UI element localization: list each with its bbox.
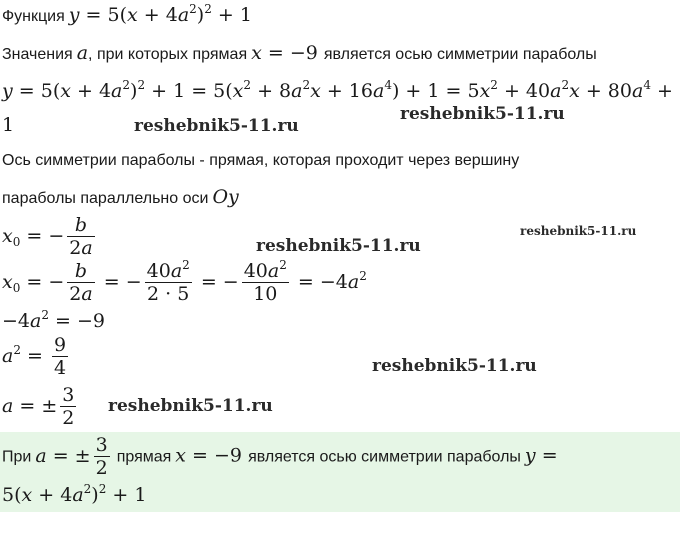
fraction-40a2-10: $\frac{40a^2}{10}$	[243, 258, 287, 305]
condition-line	[2, 42, 597, 64]
watermark: reshebnik5-11.ru	[108, 396, 273, 416]
fraction-b-2a: $\frac{b}{2a}$	[69, 214, 93, 259]
watermark: reshebnik5-11.ru	[256, 236, 421, 256]
definition-line-2	[2, 186, 239, 208]
root-line	[2, 384, 79, 429]
answer-y: y =	[524, 444, 558, 467]
fraction-40a2-2x5: $\frac{40a^2}{2 \cdot 5}$	[146, 258, 190, 305]
function-line	[2, 4, 252, 26]
equation-expr: $-4a^2 = -9$	[2, 308, 105, 332]
vertex-calculation	[2, 260, 367, 305]
expansion-tail: 1	[2, 114, 15, 136]
definition-text-1: Ось симметрии параболы - прямая, которая проходит через вершину	[2, 152, 520, 169]
definition-line-1	[2, 152, 519, 170]
answer-suffix: является осью симметрии параболы	[248, 448, 521, 466]
watermark: reshebnik5-11.ru	[520, 224, 637, 238]
fraction-3-2: $\frac{3}{2}$	[62, 384, 75, 429]
answer-a-value: a = ± $\frac{3}{2}$	[35, 434, 108, 479]
expansion-formula: $y = 5(x + 4a^2)^2 + 1 = 5(x^2 + 8a^2x + 16a^4) + 1 = 5x^2 + 40a^2x + 80a^4$ +	[2, 78, 673, 102]
answer-box	[0, 432, 680, 512]
watermark: reshebnik5-11.ru	[134, 116, 299, 136]
answer-line-eq: x = −9	[175, 444, 249, 467]
root-expr: a = ± $\frac{3}{2}$	[2, 384, 75, 429]
vertex-formula-expr: $x_0$ = − $\frac{b}{2a}$	[2, 214, 93, 259]
answer-formula: $5(x + 4a^2)^2 + 1$	[2, 482, 147, 506]
condition-text-middle: , при которых прямая	[88, 46, 248, 63]
vertex-formula	[2, 214, 98, 259]
function-formula: $y = 5(x + 4a^2)^2 + 1$	[68, 2, 252, 26]
square-line	[2, 334, 71, 379]
answer-line-2	[2, 484, 146, 506]
expansion-line-cont	[2, 114, 14, 136]
function-label: Функция	[2, 8, 65, 25]
condition-text-after: является осью симметрии параболы	[323, 46, 597, 63]
answer-line-1	[2, 434, 558, 479]
condition-var: a	[76, 42, 89, 64]
vertex-calculation-expr: $x_0$ = − $\frac{b}{2a}$ = − $\frac{40a^2}{2 \cdot 5}$ = − $\frac{40a^2}{10}$ = $-4a^2$	[2, 258, 367, 305]
watermark: reshebnik5-11.ru	[400, 104, 565, 124]
watermark: reshebnik5-11.ru	[372, 356, 537, 376]
condition-line-eq: x = −9	[251, 42, 324, 64]
fraction-3-2-answer: $\frac{3}{2}$	[95, 434, 108, 479]
fraction-9-4: $\frac{9}{4}$	[53, 334, 67, 379]
fraction-b-2a-2: $\frac{b}{2a}$	[69, 260, 93, 305]
definition-text-2: параболы параллельно оси	[2, 190, 209, 207]
axis-name: Oy	[212, 186, 239, 208]
answer-prefix: При	[2, 448, 32, 466]
square-expr: $a^2$ = $\frac{9}{4}$	[2, 334, 67, 379]
equation-line	[2, 310, 105, 332]
answer-middle: прямая	[116, 448, 172, 466]
expansion-line	[2, 80, 673, 102]
condition-text-before: Значения	[2, 46, 73, 63]
